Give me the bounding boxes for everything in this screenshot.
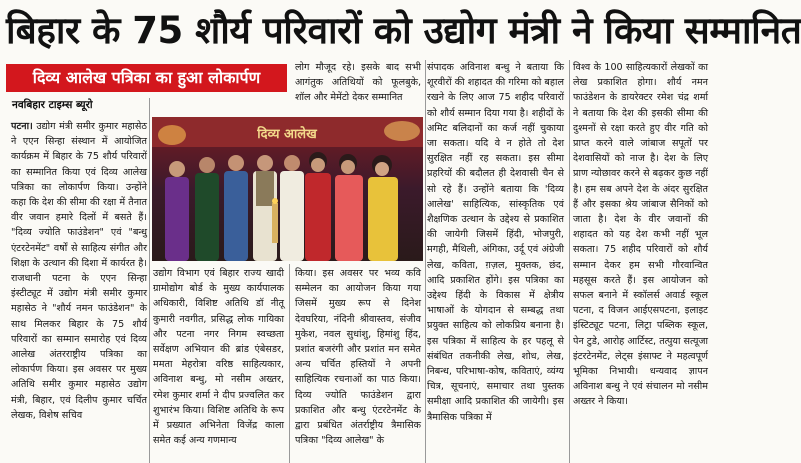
article-column-2 (153, 266, 284, 463)
article-column-5 (573, 60, 708, 463)
article-column-3 (295, 266, 421, 463)
event-photo-illustration (152, 117, 423, 261)
article-byline: नवबिहार टाइम्स ब्यूरो (12, 99, 93, 111)
article-text: उद्योग मंत्री समीर कुमार महासेठ ने एएन सिन्हा संस्थान में आयोजित कार्यक्रम में बिहार के 75 शौर्य परिवारों का सम्मानित किया एवं दिव्य आलेख पत्रिका का लोकार्पण किया। उन्होंने कहा कि देश की सीमा की रक्षा में तैनात वीर जवान हमारे दिलों में बसते हैं। "दिव्य ज्योति फाउंडेशन" एवं "बन्धु एंटरटेनमेंट" वर्षों से साहित्य संगीत और शिक्षा के उत्थान की दिशा में कार्यरत है। राजधानी पटना के एएन सिन्हा इंस्टीट्यूट में उद्योग मंत्री समीर कुमार महासेठ ने "शौर्य नमन फाउंडेशन" के साथ मिलकर बिहार के 75 शौर्य परिवारों का सम्मान समारोह एवं दिव्य आलेख अंतरराष्ट्रीय पत्रिका का लोकार्पण किया। इस अवसर पर मुख्य अतिथि समीर कुमार महासेठ उद्योग मंत्री, बिहार, एवं दिलीप कुमार चर्चित लेखक, विशेष सचिव (11, 121, 147, 421)
column-divider (289, 264, 290, 463)
article-column-4 (427, 60, 564, 463)
article-headline: बिहार के 75 शौर्य परिवारों को उद्योग मंत्री ने किया सम्मानित (6, 9, 801, 52)
article-text: संपादक अविनाश बन्धु ने बताया कि शूरवीरों की शहादत की गरिमा को बहाल रखने के लिए आज 75 शहीद परिवारों को शौर्य सम्मान दिया गया है। शहीदों के अमिट बलिदानों का कर्ज नहीं चुकाया जा सकता। यदि वे न होते तो देश सुरक्षित नहीं रह सकता। इस सीमा प्रहरियों की बदौलत ही देशवासी चैन से सो रहे हैं। उन्होंने बताया कि 'दिव्य आलेख' साहित्यिक, सांस्कृतिक एवं शैक्षणिक उत्थान के उद्देश्य से प्रकाशित की जायेगी जिसमें हिंदी, भोजपुरी, मगही, मैथिली, अंगिका, उर्दू एवं अंग्रेजी लेख, कविता, ग़ज़ल, मुक्तक, छंद, आदि प्रकाशित होंगे। इस पत्रिका का उद्देश्य हिंदी के विकास में क्षेत्रीय भाषाओं के योगदान से सम्बद्ध तथा प्रयुक्त साहित्य को लोकप्रिय बनाना है। इस पत्रिका में साहित्य के हर पहलू से संबंधित तकनीकी लेख, शोध, लेख, निबन्ध, परिभाषा-कोष, कविताएं, व्यंग्य चित्र, सूचनाएं, समाचार तथा पुस्तक समीक्षा आदि प्रकाशित की जायेगी। इस त्रैमासिक पत्रिका में (427, 62, 564, 423)
article-subheadline: दिव्य आलेख पत्रिका का हुआ लोकार्पण (6, 64, 287, 92)
article-text: लोग मौजूद रहे। इसके बाद सभी आगंतुक अतिथियों को फूलबुके, शॉल और मेमेंटो देकर सम्मानित (295, 62, 421, 104)
column-divider (425, 60, 426, 463)
column-divider (149, 98, 150, 463)
article-column-3-top (295, 60, 421, 112)
column-divider (569, 60, 570, 463)
photo-banner-text: दिव्य आलेख (257, 127, 317, 142)
article-text: उद्योग विभाग एवं बिहार राज्य खादी ग्रामोद्योग बोर्ड के मुख्य कार्यपालक अधिकारी, विशिष्ट अतिथि डॉ नीतू कुमारी नवगीत, प्रसिद्ध लोक गायिका और पटना नगर निगम स्वच्छता सर्वेक्षण अभियान की ब्रांड एंबेसडर, ममता मेहरोत्रा वरिष्ठ साहित्यकार, अविनाश बन्धु, मो नसीम अख्तर, रमेश कुमार शर्मा ने दीप प्रज्वलित कर शुभारंभ किया। विशिष्ट अतिथि के रूप में प्रख्यात अभिनेता विजेंद्र काला समेत कई अन्य गणमान्य (153, 268, 284, 447)
event-photo (152, 117, 423, 261)
article-dateline: पटना। (11, 121, 33, 132)
article-text: किया। इस अवसर पर भव्य कवि सम्मेलन का आयोजन किया गया जिसमें मुख्य रूप से दिनेश देवघरिया, नंदिनी श्रीवास्तव, संजीव मुकेश, नवल सुधांशु, हिमांशु हिंद, प्रशांत बजरंगी और प्रशांत मन समेत अन्य चर्चित हस्तियों ने अपनी साहित्यिक रचनाओं का पाठ किया। दिव्य ज्योति फाउंडेशन द्वारा प्रकाशित और बन्धु एंटरटेनमेंट के द्वारा प्रबंधित अंतर्राष्ट्रीय त्रैमासिक पत्रिका "दिव्य आलेख" के (295, 268, 421, 447)
article-column-1 (11, 119, 147, 463)
article-text: विश्व के 100 साहित्यकारों लेखकों का लेख प्रकाशित होगा। शौर्य नमन फाउंडेशन के डायरेक्टर रमेश चंद्र शर्मा ने बताया कि देश की इसकी सीमा की दुश्मनों से रक्षा करते हुए वीर गति को प्राप्त करने वाले जांबाज सपूतों पर देशवासियों को नाज है। देश के लिए प्राण न्योछावर करने से बढ़कर कुछ नहीं है। हम सब अपने देश के अंदर सुरक्षित हैं और इसका श्रेय जांबाज सैनिकों को जाता है। देश के वीर जवानों की शहादत को यह देश कभी नहीं भूल सकता। 75 शहीद परिवारों को शौर्य सम्मान देकर हम सभी गौरवान्वित महसूस करते हैं। इस आयोजन को सफल बनाने में स्कॉलर्स अवार्ड स्कूल पटना, द विजन आईएसपटना, इलाइट इंस्टिट्यूट पटना, लिट्रा पब्लिक स्कूल, पेन टुडे, आरोह आर्टिस्ट, तत्पुया सत्यूजा इंटरटेनमेंट, लेट्स इंसाफ्ट ने महत्वपूर्ण भूमिका निभायी। धन्यवाद ज्ञापन अविनाश बन्धु ने एवं संचालन मो नसीम अख्तर ने किया। (573, 62, 708, 408)
